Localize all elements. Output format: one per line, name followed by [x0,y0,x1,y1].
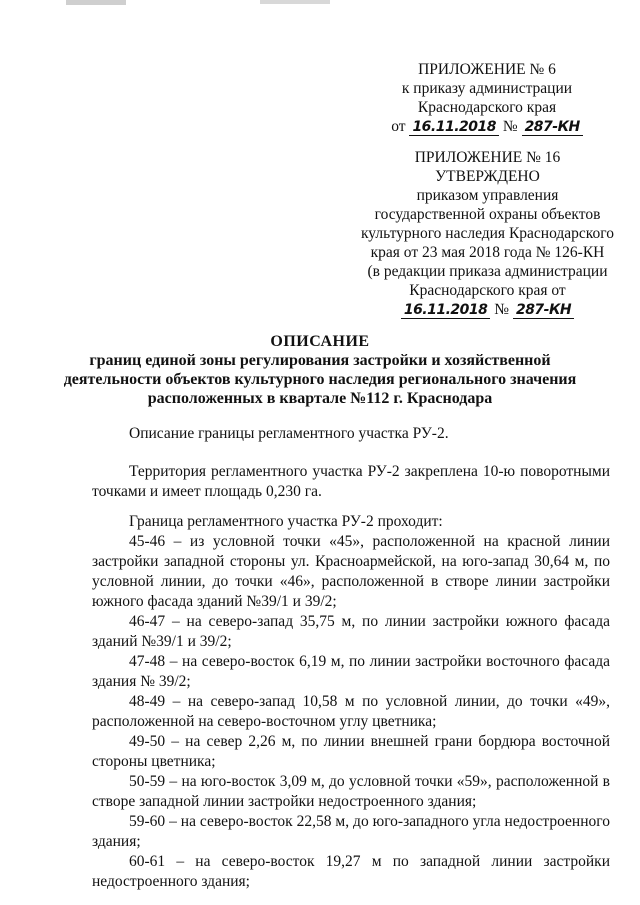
list-item: 48-49 – на северо-запад 10,58 м по условной линии, до точки «49», расположенной на северо-восточном углу цветника; [92,693,610,730]
list-item: 45-46 – из условной точки «45», расположенной на красной линии застройки западной стороны ул. Красноармейской, на юго-запад 30,64 м, по условной линии, до точки «46», расположенной в створе линии застройки южного фасада зданий №39/1 и 39/2; [92,533,610,610]
list-item: 60-61 – на северо-восток 19,27 м по западной линии застройки недостроенного здания; [92,853,610,890]
boundary-description [92,512,610,892]
appendix-16-line4: государственной охраны объектов [374,206,601,223]
appendix-6-line3: Краснодарского края [417,99,557,116]
appendix-16-line7: (в редакции приказа администрации [367,263,608,280]
scan-mark [66,0,126,5]
document-title [60,332,580,408]
title-line2: деятельности объектов культурного наследия регионального значения [63,371,577,388]
title-main: ОПИСАНИЕ [270,333,370,350]
handwritten-date: 16.11.2018 [409,120,499,136]
handwritten-number: 287-КН [522,120,583,136]
appendix-16-date-line [350,300,625,319]
list-item: 46-47 – на северо-запад 35,75 м, по линии застройки южного фасада зданий №39/1 и 39/2; [92,613,610,650]
title-line1: границ единой зоны регулирования застройки и хозяйственной [89,352,551,369]
appendix-16-title: ПРИЛОЖЕНИЕ № 16 [414,149,561,166]
handwritten-date: 16.11.2018 [401,303,491,319]
number-prefix: № [502,118,518,135]
appendix-6-line2: к приказу администрации [401,80,573,97]
appendix-16-line6: края от 23 мая 2018 года № 126-КН [370,244,605,261]
boundary-intro: Граница регламентного участка РУ-2 проходит: [129,513,443,530]
from-prefix: от [391,118,406,135]
list-item: 49-50 – на север 2,26 м, по линии внешней грани бордюра восточной стороны цветника; [92,733,610,770]
title-line3: расположенных в квартале №112 г. Краснодара [147,390,493,407]
appendix-16-line8: Краснодарского края от [409,282,566,299]
list-item: 50-59 – на юго-восток 3,09 м, до условной точки «59», расположенной в створе западной линии застройки недостроенного здания; [92,773,610,810]
appendix-16-header [350,148,625,319]
appendix-16-line5: культурного наследия Краснодарского [360,225,614,242]
appendix-6-date-line [372,117,602,136]
handwritten-number: 287-КН [513,303,574,319]
paragraph-territory: Территория регламентного участка РУ-2 закреплена 10-ю поворотными точками и имеет площадь 0,230 га. [92,463,610,500]
paragraph-description: Описание границы регламентного участка РУ-2. [129,425,449,442]
number-prefix: № [494,301,510,318]
approved-label: УТВЕРЖДЕНО [435,168,540,185]
list-item: 59-60 – на северо-восток 22,58 м, до юго-западного угла недостроенного здания; [92,813,610,850]
appendix-6-header [372,60,602,136]
list-item: 47-48 – на северо-восток 6,19 м, по линии застройки восточного фасада здания № 39/2; [92,653,610,690]
appendix-16-line3: приказом управления [416,187,559,204]
scan-mark [260,0,330,4]
appendix-6-title: ПРИЛОЖЕНИЕ № 6 [418,61,556,78]
